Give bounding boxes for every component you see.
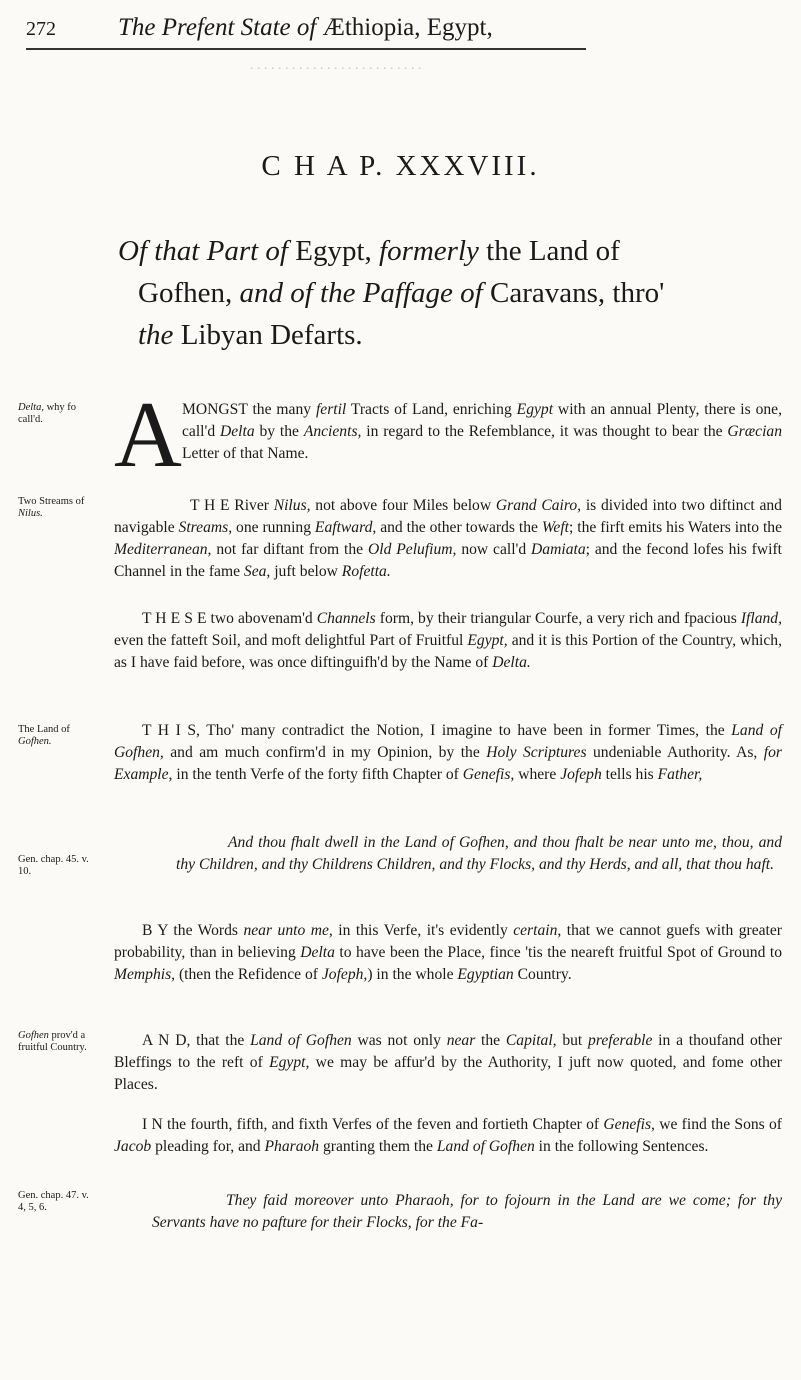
page-number: 272: [26, 18, 56, 40]
subtitle-line-3: [118, 314, 758, 356]
text-span: preferable: [588, 1032, 653, 1049]
text-span: with an annual Plenty, there is one, call'd: [182, 401, 782, 440]
text-span: Streams,: [178, 519, 233, 536]
subtitle-span: Caravans, thro': [489, 277, 665, 309]
text-span: Nilus,: [273, 497, 311, 514]
text-span: ; and the fecond lofes his fwift Channel in the fame: [114, 541, 782, 580]
text-span: Egypt,: [467, 632, 508, 649]
text-span: Egyptian: [457, 966, 514, 983]
text-span: Damiata: [531, 541, 586, 558]
scripture-quote-1: And thou fhalt dwell in the Land of Gofhen, and thou fhalt be near unto me, thou, and thy Children, and thy Childrens Children, and thy Flocks, and thy Herds, and all, that thou haft.: [176, 834, 782, 873]
text-span: even the fatteft Soil, and moft delightful Part of Fruitful: [114, 632, 468, 649]
text-span: near unto me,: [243, 922, 333, 939]
text-span: T H E River: [190, 497, 274, 514]
text-span: ) in the whole: [367, 966, 458, 983]
text-span: in a thoufand other Bleffings to the reft of: [114, 1032, 783, 1071]
text-span: now call'd: [456, 541, 532, 558]
text-span: by the: [254, 423, 304, 440]
margin-span: Two Streams of: [18, 496, 85, 507]
text-span: Land of Gofhen: [436, 1138, 535, 1155]
paragraph-3: [114, 608, 782, 674]
margin-note-goshen-fruitful: [18, 1030, 98, 1054]
text-span: Holy Scriptures: [486, 744, 587, 761]
text-span: Egypt: [516, 401, 554, 418]
header-rule: [26, 48, 586, 50]
text-span: where: [514, 766, 561, 783]
text-span: Capital,: [505, 1032, 557, 1049]
text-span: Sea,: [243, 563, 271, 580]
subtitle-span: the: [138, 319, 174, 351]
subtitle-span: Egypt,: [295, 235, 372, 267]
text-span: Memphis,: [114, 966, 176, 983]
text-span: in regard to the Refemblance, it was thought to bear the: [361, 423, 728, 440]
text-span: Land of Gofhen: [250, 1032, 352, 1049]
text-span: and it is this Portion of the Country, which, as I have faid before, was once diftinguifh'd by the Name of: [114, 632, 782, 671]
margin-note-two-streams: [18, 496, 98, 520]
text-span: Weft: [541, 519, 570, 536]
paragraph-7: [114, 1114, 782, 1158]
paragraph-1: [182, 399, 782, 465]
margin-span: Gofhen: [18, 1030, 49, 1041]
chapter-title: C H A P. XXXVIII.: [261, 150, 540, 182]
margin-span: Nilus.: [18, 508, 43, 519]
text-span: is divided into two diftinct and navigable: [114, 497, 782, 536]
margin-span: The Land of: [18, 724, 70, 735]
text-span: we may be affur'd by the Authority, I juft now quoted, and fome other Places.: [114, 1054, 782, 1093]
text-span: and am much confirm'd in my Opinion, by the: [163, 744, 487, 761]
subtitle-line-2: [118, 272, 758, 314]
text-span: Jacob: [114, 1138, 152, 1155]
text-span: Jofeph,: [321, 966, 368, 983]
text-span: Rofetta.: [341, 563, 391, 580]
paragraph-4: [114, 720, 782, 786]
text-span: B Y the Words: [142, 922, 244, 939]
text-span: Mediterranean,: [114, 541, 212, 558]
text-span: A N D, that the: [142, 1032, 251, 1049]
paragraph-5: [114, 920, 782, 986]
margin-note-land-of-goshen: [18, 724, 98, 748]
margin-note-gen-45: Gen. chap. 45. v. 10.: [18, 854, 89, 877]
subtitle-span: Gofhen,: [138, 277, 233, 309]
margin-note-delta: [18, 402, 98, 426]
text-span: Ifland,: [740, 610, 782, 627]
text-span: that we cannot guefs with greater probability, than in believing: [114, 922, 782, 961]
text-span: and the other towards the: [376, 519, 542, 536]
chapter-subtitle: [118, 230, 758, 356]
text-span: Genefis,: [462, 766, 515, 783]
text-span: Grand Cairo,: [495, 497, 582, 514]
subtitle-span: Libyan Defarts.: [180, 319, 363, 351]
text-span: Tracts of Land, enriching: [346, 401, 517, 418]
subtitle-span: the Land of: [486, 235, 620, 267]
running-head-roman: Æthiopia, Egypt,: [322, 14, 493, 41]
running-head-italic: The Prefent State of: [118, 14, 317, 41]
text-span: fertil: [315, 401, 347, 418]
text-span: Father,: [657, 766, 703, 783]
paragraph-2: [114, 495, 782, 583]
text-span: near: [446, 1032, 476, 1049]
text-span: but: [556, 1032, 589, 1049]
margin-span: why fo call'd.: [18, 402, 77, 425]
subtitle-line-1: [118, 230, 758, 272]
margin-span: Delta,: [18, 402, 44, 413]
text-span: Delta: [300, 944, 335, 961]
text-span: not above four Miles below: [310, 497, 496, 514]
text-span: Land of Gofhen,: [114, 722, 782, 761]
text-span: MONGST the many: [182, 401, 316, 418]
text-span: T H E S E two abovenam'd: [142, 610, 317, 627]
text-span: Channels: [316, 610, 376, 627]
scripture-quote-2: They faid moreover unto Pharaoh, for to fojourn in the Land are we come; for thy Servants have no pafture for their Flocks, for the Fa-: [152, 1192, 782, 1231]
text-span: not far diftant from the: [211, 541, 368, 558]
margin-note-gen-47: Gen. chap. 47. v. 4, 5, 6.: [18, 1190, 89, 1213]
bleed-through-text: . . . . . . . . . . . . . . . . . . . . . . . . .: [250, 58, 422, 73]
subtitle-span: Of that Part of: [118, 235, 288, 267]
text-span: Old Pelufium,: [367, 541, 457, 558]
text-span: juft below: [270, 563, 342, 580]
text-span: Ancients,: [303, 423, 362, 440]
text-span: in the tenth Verfe of the forty fifth Chapter of: [172, 766, 463, 783]
text-span: certain,: [513, 922, 562, 939]
text-span: form, by their triangular Courfe, a very rich and fpacious: [375, 610, 741, 627]
text-span: pleading for, and: [151, 1138, 265, 1155]
text-span: Jofeph: [560, 766, 602, 783]
text-span: for Example,: [114, 744, 782, 783]
text-span: one running: [232, 519, 315, 536]
text-span: we find the Sons of: [654, 1116, 783, 1133]
text-span: in the following Sentences.: [534, 1138, 709, 1155]
text-span: Genefis,: [603, 1116, 655, 1133]
text-span: I N the fourth, fifth, and fixth Verfes of the feven and fortieth Chapter of: [142, 1116, 604, 1133]
subtitle-span: formerly: [379, 235, 479, 267]
paragraph-6: [114, 1030, 782, 1096]
text-span: granting them the: [319, 1138, 437, 1155]
text-span: Delta.: [492, 654, 531, 671]
text-span: to have been the Place, fince 'tis the neareft fruitful Spot of Ground to: [334, 944, 782, 961]
text-span: was not only: [351, 1032, 447, 1049]
text-span: Country.: [513, 966, 572, 983]
text-span: in this Verfe, it's evidently: [332, 922, 514, 939]
margin-span: prov'd a fruitful Country.: [18, 1030, 87, 1053]
margin-span: Gofhen.: [18, 736, 52, 747]
text-span: (then the Refidence of: [175, 966, 322, 983]
subtitle-span: and of the Paffage of: [239, 277, 483, 309]
text-span: Delta: [219, 423, 255, 440]
text-span: T H I S, Tho' many contradict the Notion, I imagine to have been in former Times, the: [142, 722, 732, 739]
text-span: the: [475, 1032, 506, 1049]
text-span: Græcian: [727, 423, 782, 440]
text-span: Pharaoh: [264, 1138, 320, 1155]
text-span: undeniable Authority. As,: [586, 744, 764, 761]
running-head: [118, 14, 493, 42]
text-span: Letter of that Name.: [182, 445, 309, 462]
text-span: Eaftward,: [314, 519, 377, 536]
drop-cap: A: [114, 383, 182, 487]
text-span: ; the firft emits his Waters into the: [569, 519, 782, 536]
text-span: tells his: [601, 766, 658, 783]
text-span: Egypt,: [269, 1054, 310, 1071]
